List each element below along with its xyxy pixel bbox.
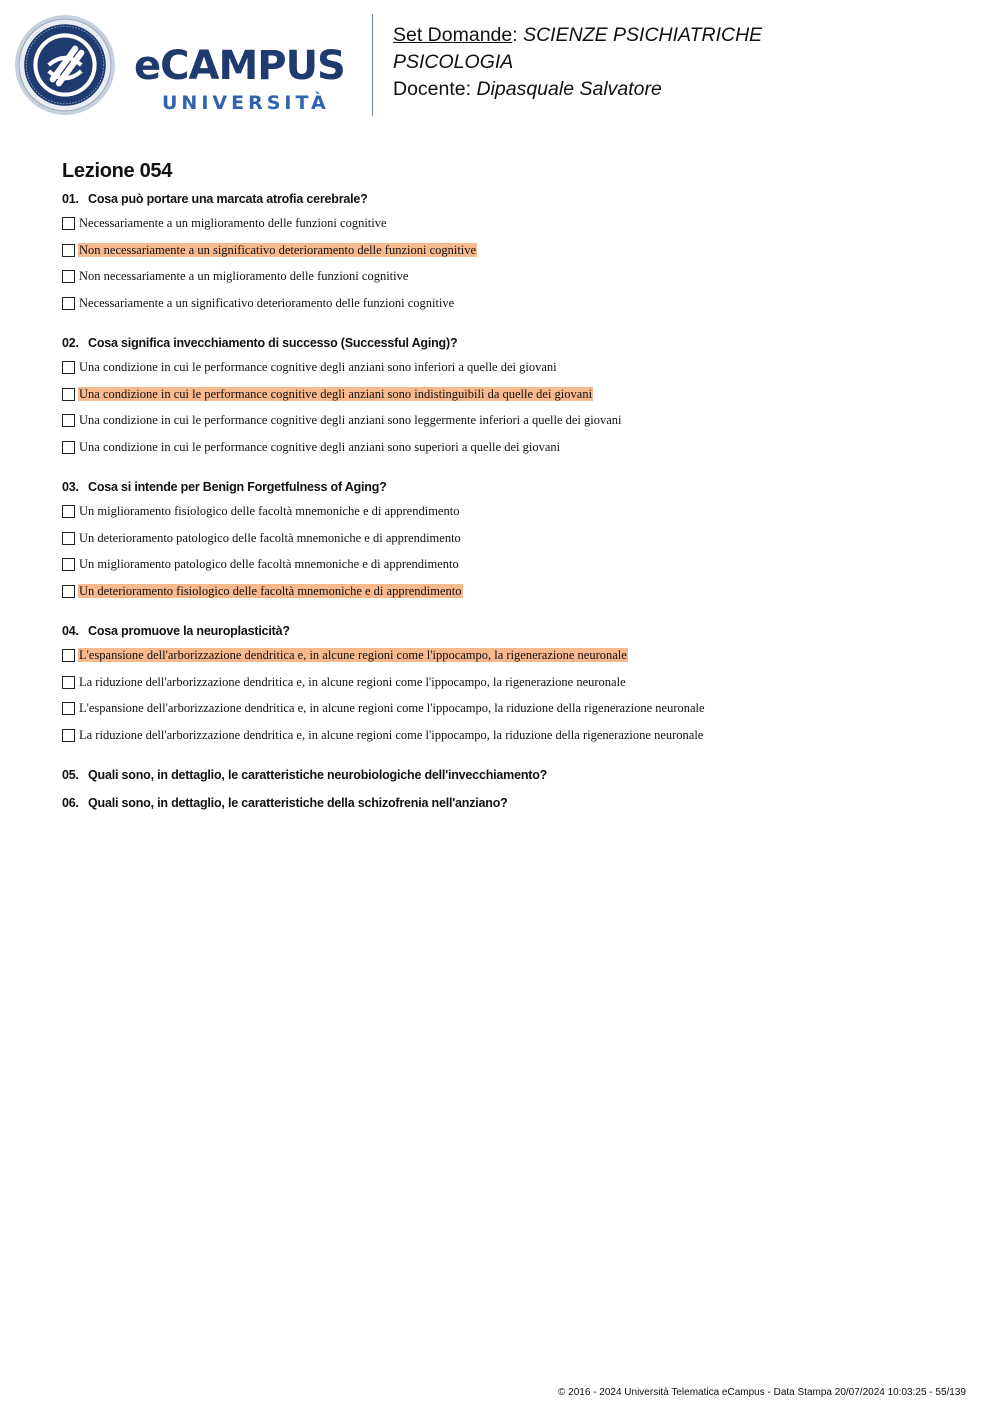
checkbox-icon[interactable] — [62, 414, 75, 427]
set-value-line2 — [393, 49, 973, 76]
answer-option[interactable] — [62, 675, 962, 702]
answer-option[interactable] — [62, 413, 962, 440]
checkbox-icon[interactable] — [62, 676, 75, 689]
checkbox-icon[interactable] — [62, 532, 75, 545]
checkbox-icon[interactable] — [62, 505, 75, 518]
answer-text: Una condizione in cui le performance cognitive degli anziani sono inferiori a quelle dei giovani — [79, 360, 557, 374]
answer-option[interactable] — [62, 648, 962, 675]
checkbox-icon[interactable] — [62, 558, 75, 571]
answer-text: Non necessariamente a un miglioramento delle funzioni cognitive — [79, 269, 409, 283]
question-text: Cosa significa invecchiamento di successo (Successful Aging)? — [88, 336, 458, 350]
header-divider — [372, 14, 373, 116]
set-domande-line: Set Domande: SCIENZE PSICHIATRICHE — [393, 24, 763, 46]
question-text: Quali sono, in dettaglio, le caratteristiche della schizofrenia nell'anziano? — [88, 796, 508, 810]
brand-subtitle: UNIVERSITÀ — [162, 92, 330, 114]
answer-option[interactable] — [62, 387, 962, 414]
answer-text: Una condizione in cui le performance cognitive degli anziani sono leggermente inferiori a quelle dei giovani — [79, 413, 622, 427]
answer-text: L'espansione dell'arborizzazione dendritica e, in alcune regioni come l'ippocampo, la riduzione della rigenerazione neuronale — [79, 701, 705, 715]
checkbox-icon[interactable] — [62, 244, 75, 257]
page-header — [0, 0, 1000, 130]
question-number: 02. — [62, 336, 79, 350]
question-number: 04. — [62, 624, 79, 638]
checkbox-icon[interactable] — [62, 270, 75, 283]
question-title — [62, 336, 962, 350]
answer-text: Una condizione in cui le performance cognitive degli anziani sono superiori a quelle dei giovani — [79, 439, 561, 454]
ecampus-logo — [14, 14, 359, 118]
page-footer: © 2016 - 2024 Università Telematica eCampus - Data Stampa 20/07/2024 10:03:25 - 55/139 — [558, 1387, 966, 1398]
question-text: Cosa promuove la neuroplasticità? — [88, 624, 290, 638]
question-block — [62, 796, 962, 810]
brand-wordmark — [134, 42, 364, 122]
answer-text-correct: L'espansione dell'arborizzazione dendritica e, in alcune regioni come l'ippocampo, la rigenerazione neuronale — [79, 648, 627, 662]
question-text: Cosa si intende per Benign Forgetfulness of Aging? — [88, 480, 387, 494]
checkbox-icon[interactable] — [62, 702, 75, 715]
question-title — [62, 796, 962, 810]
answer-option[interactable] — [62, 243, 962, 270]
lesson-title: Lezione 054 — [62, 160, 173, 182]
checkbox-icon[interactable] — [62, 297, 75, 310]
answer-text-correct: Una condizione in cui le performance cognitive degli anziani sono indistinguibili da quelle dei giovani — [79, 386, 593, 401]
question-title — [62, 624, 962, 638]
course-info — [393, 22, 973, 103]
checkbox-icon[interactable] — [62, 361, 75, 374]
answer-text: Un miglioramento fisiologico delle facoltà mnemoniche e di apprendimento — [79, 504, 460, 518]
checkbox-icon[interactable] — [62, 649, 75, 662]
question-text: Cosa può portare una marcata atrofia cerebrale? — [88, 192, 368, 206]
question-block — [62, 336, 962, 466]
answer-text: Necessariamente a un miglioramento delle funzioni cognitive — [79, 216, 387, 230]
question-number: 01. — [62, 192, 79, 206]
question-block — [62, 624, 962, 754]
checkbox-icon[interactable] — [62, 388, 75, 401]
question-block — [62, 480, 962, 610]
answer-text-correct: Non necessariamente a un significativo deterioramento delle funzioni cognitive — [79, 242, 477, 257]
question-number: 03. — [62, 480, 79, 494]
answer-text: Necessariamente a un significativo deterioramento delle funzioni cognitive — [79, 295, 455, 310]
answer-option[interactable] — [62, 440, 962, 467]
set-value-2: PSICOLOGIA — [393, 51, 514, 73]
answer-option[interactable] — [62, 360, 962, 387]
docente-line: Docente: Dipasquale Salvatore — [393, 78, 662, 100]
docente-label: Docente — [393, 78, 466, 100]
answer-option[interactable] — [62, 269, 962, 296]
question-block — [62, 768, 962, 782]
question-number: 05. — [62, 768, 79, 782]
answer-text-correct: Un deterioramento fisiologico delle facoltà mnemoniche e di apprendimento — [79, 583, 462, 598]
answer-option[interactable] — [62, 531, 962, 558]
answer-text: Un deterioramento patologico delle facoltà mnemoniche e di apprendimento — [79, 530, 461, 545]
checkbox-icon[interactable] — [62, 217, 75, 230]
answer-option[interactable] — [62, 504, 962, 531]
answer-text: Un miglioramento patologico delle facoltà mnemoniche e di apprendimento — [79, 557, 459, 571]
answer-text: La riduzione dell'arborizzazione dendritica e, in alcune regioni come l'ippocampo, la riduzione della rigenerazione neuronale — [79, 727, 704, 742]
checkbox-icon[interactable] — [62, 441, 75, 454]
docente-value: Dipasquale Salvatore — [476, 78, 662, 100]
answer-option[interactable] — [62, 557, 962, 584]
set-value-1: SCIENZE PSICHIATRICHE — [523, 24, 763, 46]
brand-name: eCAMPUS — [134, 43, 345, 89]
answer-text: La riduzione dell'arborizzazione dendritica e, in alcune regioni come l'ippocampo, la rigenerazione neuronale — [79, 674, 626, 689]
checkbox-icon[interactable] — [62, 729, 75, 742]
questions-container — [62, 192, 962, 810]
answer-option[interactable] — [62, 296, 962, 323]
question-title — [62, 192, 962, 206]
answer-option[interactable] — [62, 584, 962, 611]
set-label: Set Domande — [393, 24, 513, 46]
question-text: Quali sono, in dettaglio, le caratteristiche neurobiologiche dell'invecchiamento? — [88, 768, 548, 782]
answer-option[interactable] — [62, 216, 962, 243]
answer-option[interactable] — [62, 701, 962, 728]
question-title — [62, 480, 962, 494]
question-list — [62, 160, 962, 824]
answer-option[interactable] — [62, 728, 962, 755]
question-block — [62, 192, 962, 322]
checkbox-icon[interactable] — [62, 585, 75, 598]
university-seal-icon — [14, 14, 116, 116]
question-title — [62, 768, 962, 782]
question-number: 06. — [62, 796, 79, 810]
